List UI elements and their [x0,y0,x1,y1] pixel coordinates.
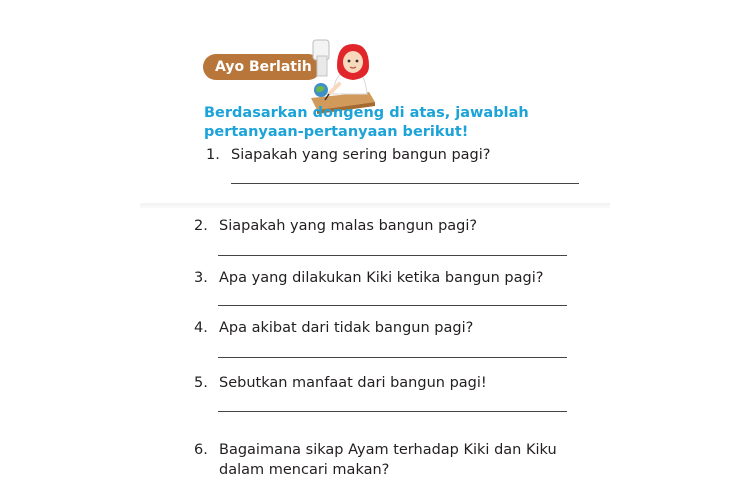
question-item [194,268,543,288]
question-number: 6. [194,442,208,458]
question-text: Apa yang dilakukan Kiki ketika bangun pagi? [219,270,544,286]
instruction-line-2: pertanyaan-pertanyaan berikut! [204,124,469,140]
question-text-continued: dalam mencari makan? [219,462,390,478]
instruction-text [204,104,529,142]
question-item [194,373,487,393]
page-divider [140,203,610,208]
question-text: Siapakah yang malas bangun pagi? [219,218,478,234]
question-number: 5. [194,375,208,391]
question-item [194,216,477,236]
question-item [194,440,557,480]
question-text: Sebutkan manfaat dari bangun pagi! [219,375,487,391]
question-text: Siapakah yang sering bangun pagi? [231,147,491,163]
question-text: Apa akibat dari tidak bangun pagi? [219,320,474,336]
answer-line [218,357,567,358]
section-badge [203,54,321,80]
question-text: Bagaimana sikap Ayam terhadap Kiki dan Kiku [219,442,557,458]
instruction-line-1: Berdasarkan dongeng di atas, jawablah [204,105,529,121]
section-badge-label: Ayo Berlatih [215,59,312,75]
question-number: 4. [194,320,208,336]
answer-line [218,411,567,412]
answer-line [218,305,567,306]
question-item [194,318,473,338]
question-number: 3. [194,270,208,286]
answer-line [218,255,567,256]
answer-line [231,183,579,184]
question-number: 1. [206,147,220,163]
question-number: 2. [194,218,208,234]
question-item [206,145,490,165]
